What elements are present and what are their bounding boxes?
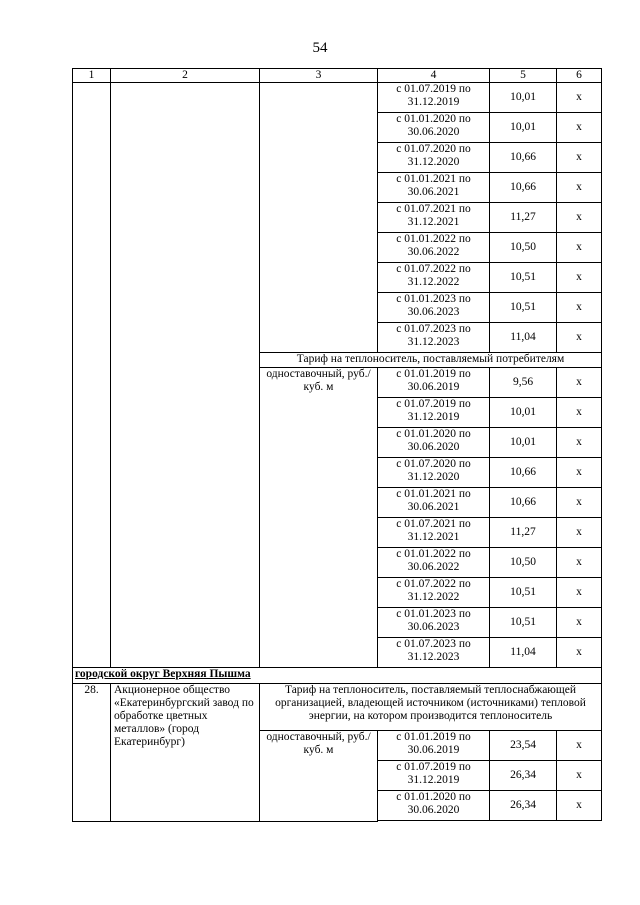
period-cell: с 01.01.2022 по 30.06.2022 xyxy=(378,548,490,578)
col-header: 6 xyxy=(557,69,602,83)
period-cell: с 01.01.2020 по 30.06.2020 xyxy=(378,791,490,821)
mark-cell: х xyxy=(557,323,602,353)
col-header: 2 xyxy=(111,69,260,83)
mark-cell: х xyxy=(557,83,602,113)
value-cell: 9,56 xyxy=(490,368,557,398)
mark-cell: х xyxy=(557,548,602,578)
spacer-cell xyxy=(378,821,602,822)
value-cell: 10,51 xyxy=(490,293,557,323)
page-number: 54 xyxy=(312,40,328,56)
value-cell: 10,51 xyxy=(490,578,557,608)
mark-cell: х xyxy=(557,428,602,458)
period-cell: с 01.01.2020 по 30.06.2020 xyxy=(378,428,490,458)
period-cell: с 01.01.2020 по 30.06.2020 xyxy=(378,113,490,143)
mark-cell: х xyxy=(557,143,602,173)
period-cell: с 01.01.2022 по 30.06.2022 xyxy=(378,233,490,263)
period-cell: с 01.07.2021 по 31.12.2021 xyxy=(378,203,490,233)
mark-cell: х xyxy=(557,233,602,263)
period-cell: с 01.07.2019 по 31.12.2019 xyxy=(378,83,490,113)
header-row xyxy=(73,69,602,83)
block-title: Тариф на теплоноситель, поставляемый потребителям xyxy=(260,353,602,368)
period-cell: с 01.07.2021 по 31.12.2021 xyxy=(378,518,490,548)
value-cell: 11,04 xyxy=(490,638,557,668)
period-cell: с 01.07.2022 по 31.12.2022 xyxy=(378,263,490,293)
cell-empty xyxy=(73,83,111,668)
value-cell: 11,04 xyxy=(490,323,557,353)
value-cell: 10,50 xyxy=(490,233,557,263)
cell-empty xyxy=(111,83,260,668)
period-cell: с 01.07.2023 по 31.12.2023 xyxy=(378,323,490,353)
period-cell: с 01.01.2021 по 30.06.2021 xyxy=(378,488,490,518)
value-cell: 10,66 xyxy=(490,458,557,488)
table-row xyxy=(73,83,602,113)
value-cell: 11,27 xyxy=(490,203,557,233)
district-heading: городской округ Верхняя Пышма xyxy=(73,668,602,684)
period-cell: с 01.07.2023 по 31.12.2023 xyxy=(378,638,490,668)
mark-cell: х xyxy=(557,731,602,761)
value-cell: 23,54 xyxy=(490,731,557,761)
value-cell: 11,27 xyxy=(490,518,557,548)
period-cell: с 01.07.2019 по 31.12.2019 xyxy=(378,761,490,791)
organization-cell: Акционерное общество «Екатеринбургский завод по обработке цветных металлов» (город Екатеринбург) xyxy=(111,684,260,822)
mark-cell: х xyxy=(557,113,602,143)
mark-cell: х xyxy=(557,608,602,638)
mark-cell: х xyxy=(557,791,602,821)
period-cell: с 01.07.2019 по 31.12.2019 xyxy=(378,398,490,428)
period-cell: с 01.01.2023 по 30.06.2023 xyxy=(378,608,490,638)
col-header: 4 xyxy=(378,69,490,83)
mark-cell: х xyxy=(557,761,602,791)
value-cell: 26,34 xyxy=(490,761,557,791)
mark-cell: х xyxy=(557,578,602,608)
tariff-table xyxy=(72,68,602,822)
rate-type-cell: одноставочный, руб./куб. м xyxy=(260,731,378,822)
value-cell: 10,50 xyxy=(490,548,557,578)
value-cell: 10,66 xyxy=(490,143,557,173)
mark-cell: х xyxy=(557,368,602,398)
mark-cell: х xyxy=(557,173,602,203)
table-row xyxy=(73,684,602,731)
value-cell: 10,51 xyxy=(490,608,557,638)
period-cell: с 01.01.2021 по 30.06.2021 xyxy=(378,173,490,203)
col-header: 1 xyxy=(73,69,111,83)
period-cell: с 01.01.2019 по 30.06.2019 xyxy=(378,368,490,398)
block-title: Тариф на теплоноситель, поставляемый теплоснабжающей организацией, владеющей источником (источниками) тепловой энергии, на котором производится теплоноситель xyxy=(260,684,602,731)
mark-cell: х xyxy=(557,458,602,488)
rate-type-cell: одноставочный, руб./куб. м xyxy=(260,368,378,668)
value-cell: 10,01 xyxy=(490,83,557,113)
mark-cell: х xyxy=(557,263,602,293)
value-cell: 10,01 xyxy=(490,428,557,458)
value-cell: 10,66 xyxy=(490,173,557,203)
mark-cell: х xyxy=(557,638,602,668)
value-cell: 10,66 xyxy=(490,488,557,518)
value-cell: 10,01 xyxy=(490,113,557,143)
period-cell: с 01.01.2023 по 30.06.2023 xyxy=(378,293,490,323)
mark-cell: х xyxy=(557,398,602,428)
value-cell: 26,34 xyxy=(490,791,557,821)
value-cell: 10,01 xyxy=(490,398,557,428)
value-cell: 10,51 xyxy=(490,263,557,293)
mark-cell: х xyxy=(557,203,602,233)
mark-cell: х xyxy=(557,488,602,518)
period-cell: с 01.07.2020 по 31.12.2020 xyxy=(378,458,490,488)
entry-number: 28. xyxy=(73,684,111,822)
district-row xyxy=(73,668,602,684)
mark-cell: х xyxy=(557,518,602,548)
mark-cell: х xyxy=(557,293,602,323)
cell-empty xyxy=(260,83,378,353)
col-header: 3 xyxy=(260,69,378,83)
col-header: 5 xyxy=(490,69,557,83)
period-cell: с 01.07.2022 по 31.12.2022 xyxy=(378,578,490,608)
period-cell: с 01.07.2020 по 31.12.2020 xyxy=(378,143,490,173)
period-cell: с 01.01.2019 по 30.06.2019 xyxy=(378,731,490,761)
